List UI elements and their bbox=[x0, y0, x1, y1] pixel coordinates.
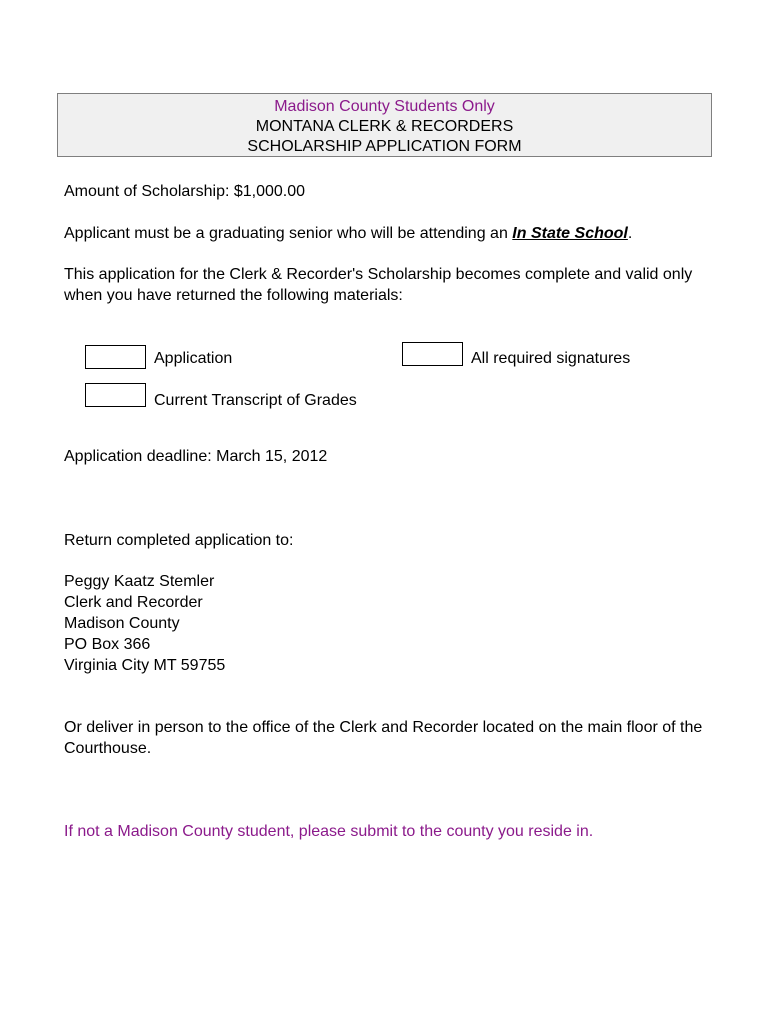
address-po-box: PO Box 366 bbox=[64, 636, 151, 653]
in-state-school-emphasis: In State School bbox=[512, 225, 628, 242]
applicant-requirement-prefix: Applicant must be a graduating senior who will be attending an bbox=[64, 225, 513, 242]
address-name: Peggy Kaatz Stemler bbox=[64, 573, 215, 590]
scholarship-amount: Amount of Scholarship: $1,000.00 bbox=[64, 183, 306, 200]
return-instructions: Return completed application to: bbox=[64, 532, 294, 549]
address-county: Madison County bbox=[64, 615, 180, 632]
address-city: Virginia City MT 59755 bbox=[64, 657, 226, 674]
non-resident-note: If not a Madison County student, please submit to the county you reside in. bbox=[64, 823, 594, 840]
application-deadline: Application deadline: March 15, 2012 bbox=[64, 448, 328, 465]
header-eligibility: Madison County Students Only bbox=[274, 98, 495, 115]
header-title-line2: SCHOLARSHIP APPLICATION FORM bbox=[247, 138, 522, 155]
transcript-checkbox[interactable] bbox=[85, 383, 146, 407]
form-header-box bbox=[57, 93, 712, 157]
deliver-in-person-note: Or deliver in person to the office of the Clerk and Recorder located on the main floor of the Courthouse. bbox=[64, 719, 703, 757]
application-label: Application bbox=[154, 350, 233, 367]
completion-note: This application for the Clerk & Recorder's Scholarship becomes complete and valid only when you have returned the following materials: bbox=[64, 266, 693, 304]
header-title-line1: MONTANA CLERK & RECORDERS bbox=[255, 118, 514, 135]
application-checkbox[interactable] bbox=[85, 345, 146, 369]
address-title: Clerk and Recorder bbox=[64, 594, 203, 611]
signatures-label: All required signatures bbox=[471, 350, 631, 367]
applicant-requirement bbox=[64, 223, 632, 244]
applicant-requirement-suffix: . bbox=[627, 225, 633, 242]
transcript-label: Current Transcript of Grades bbox=[154, 392, 357, 409]
signatures-checkbox[interactable] bbox=[402, 342, 463, 366]
